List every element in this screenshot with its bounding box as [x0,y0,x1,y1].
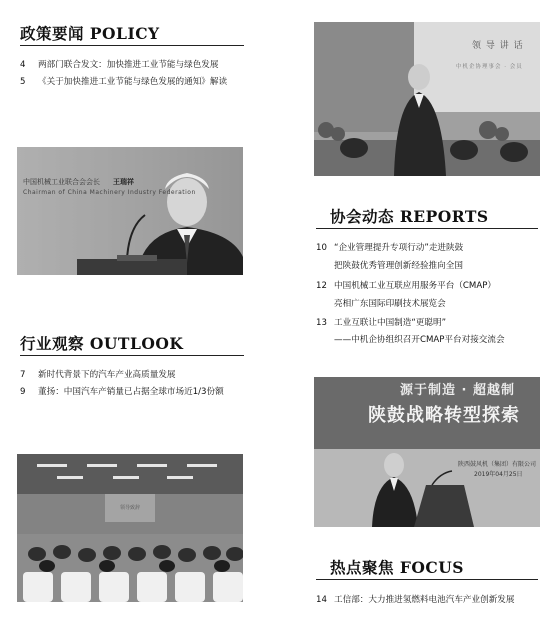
photo-conference-hall [17,454,243,602]
page-number: 14 [316,595,327,605]
section-rule-policy [20,45,244,46]
article-title: 工信部：大力推进氢燃料电池汽车产业创新发展 [334,595,515,605]
article-subtitle: ——中机企协组织召开CMAP平台对接交流会 [334,335,505,345]
article-subtitle: 亮相广东国际印刷技术展览会 [334,299,446,309]
page-number: 9 [20,387,26,397]
article-title: “企业管理提升专项行动”走进陕鼓 [334,243,464,253]
photo-caption-en: Chairman of China Machinery Industry Federation [23,189,196,196]
page-number: 7 [20,370,26,380]
photo-screen-text: 领导致辞 [120,505,141,511]
article-title: 《关于加快推进工业节能与绿色发展的通知》解读 [38,77,228,87]
section-title-reports: 协会动态 REPORTS [330,207,489,226]
list-item[interactable] [20,59,218,71]
list-item[interactable] [20,386,224,398]
list-item[interactable] [316,594,514,606]
article-title: 新时代背景下的汽车产业高质量发展 [38,370,176,380]
photo-speaker-podium [17,147,243,275]
banner-date: 2019年04月25日 [474,471,523,478]
page-number: 4 [20,60,26,70]
list-item[interactable] [20,76,227,88]
photo-screen-subheading: 中机企协理事会 · 会员 [456,64,523,70]
section-rule-outlook [20,355,244,356]
list-item[interactable] [316,280,496,292]
article-title: 工业互联让中国制造“更聪明” [334,318,447,328]
list-item[interactable] [20,369,176,381]
photo-speaker-standing [314,22,540,176]
section-title-outlook: 行业观察 OUTLOOK [20,334,184,353]
list-item[interactable] [316,317,446,329]
list-item[interactable] [316,242,463,254]
photo-caption-name: 王瑞祥 [113,178,134,186]
banner-slogan: 源于制造 · 超越制 [400,383,515,398]
banner-company: 陕西鼓风机（集团）有限公司 [458,461,537,468]
article-title: 董扬：中国汽车产销量已占据全球市场近1/3份额 [38,387,224,397]
photo-screen-heading: 领 导 讲 话 [472,41,524,51]
section-rule-reports [316,228,538,229]
section-title-focus: 热点聚焦 FOCUS [330,558,464,577]
photo-banner-speaker [314,377,540,527]
page-number: 10 [316,243,327,253]
page-number: 5 [20,77,26,87]
photo-caption-title: 中国机械工业联合会会长 [23,178,100,186]
section-rule-focus [316,579,538,580]
page-number: 13 [316,318,327,328]
section-title-policy: 政策要闻 POLICY [20,24,160,43]
banner-headline: 陕鼓战略转型探索 [368,405,520,426]
article-title: 两部门联合发文：加快推进工业节能与绿色发展 [38,60,219,70]
article-title: 中国机械工业互联应用服务平台（CMAP） [334,281,496,291]
article-subtitle: 把陕鼓优秀管理创新经验推向全国 [334,261,463,271]
page-number: 12 [316,281,327,291]
